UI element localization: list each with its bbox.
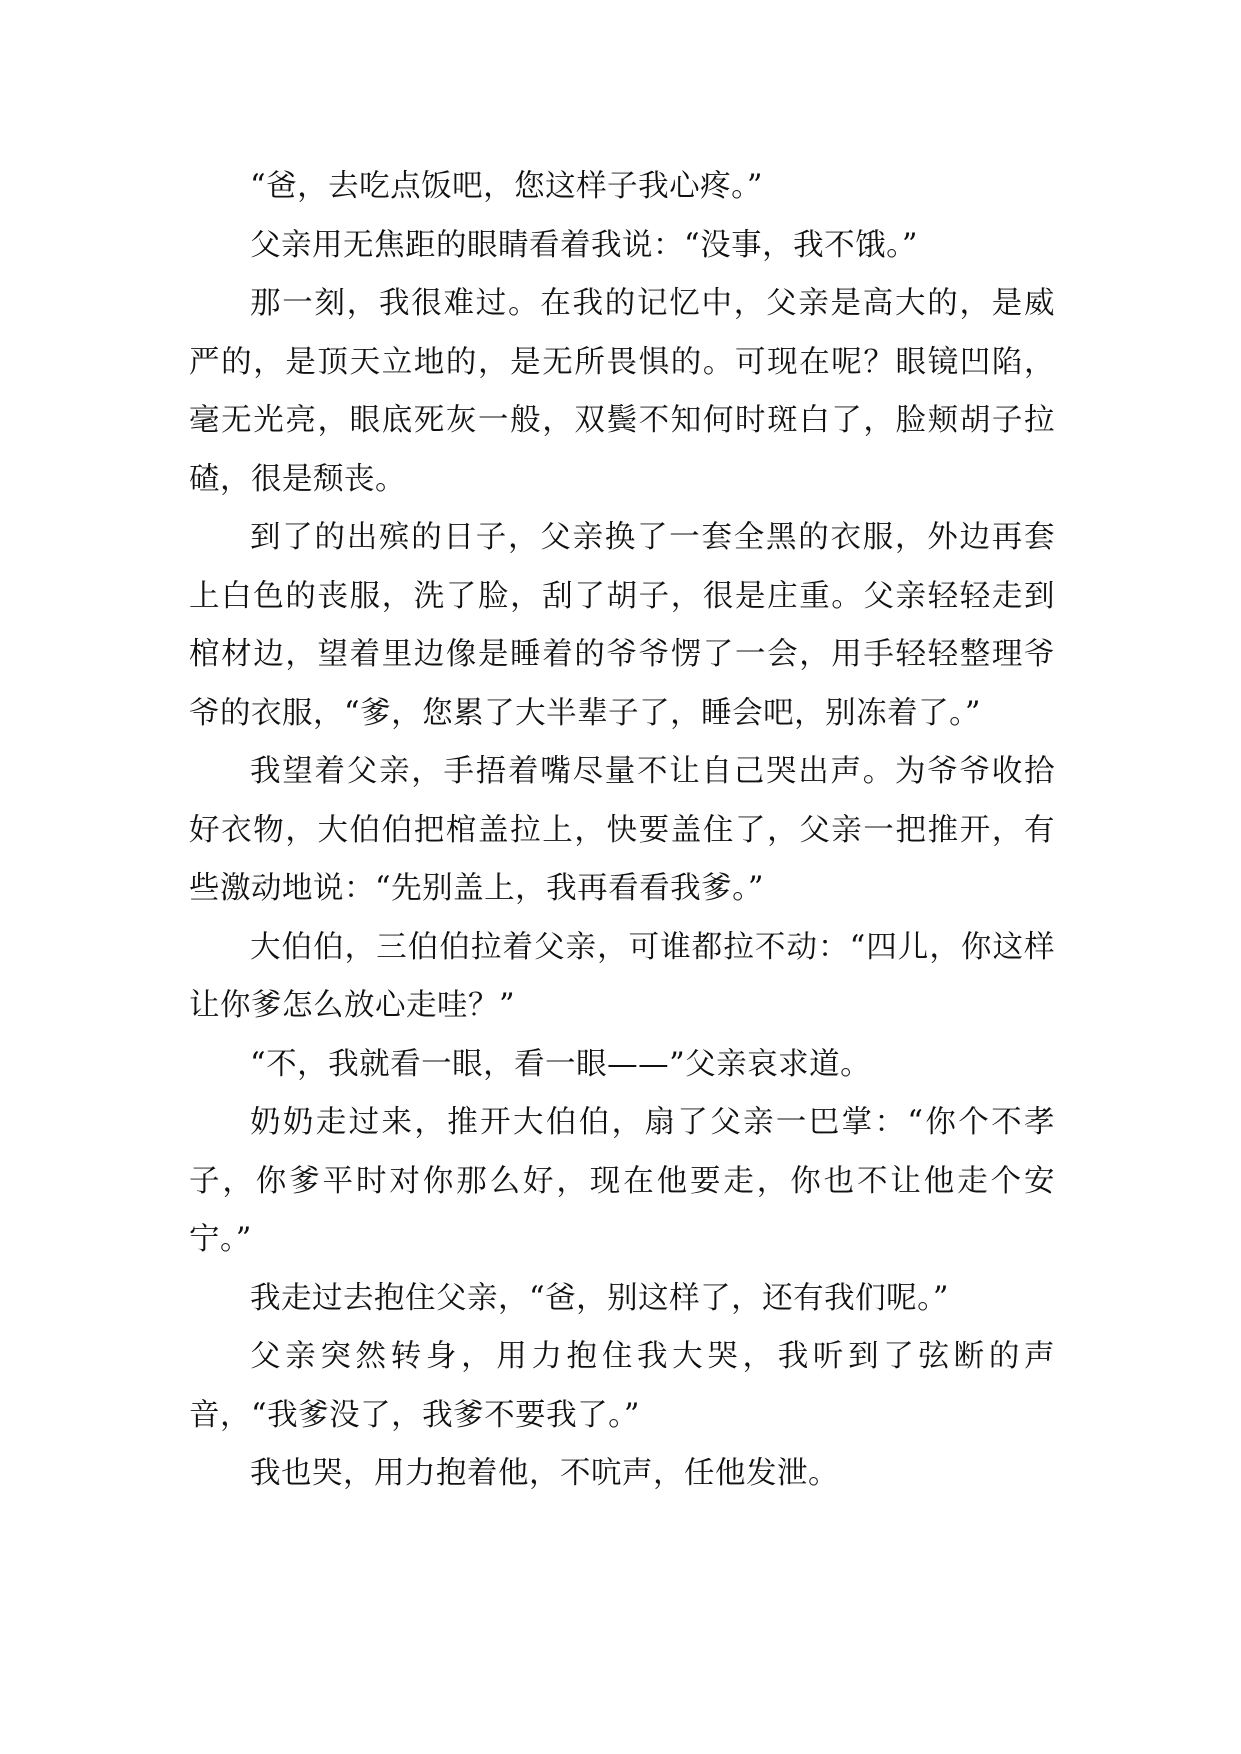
paragraph-9: 我走过去抱住父亲，“爸，别这样了，还有我们呢。” [250,1280,949,1316]
paragraph-6: 大伯伯，三伯伯拉着父亲，可谁都拉不动：“四儿，你这样让你爹怎么放心走哇？” [189,929,1055,1023]
paragraph-3: 那一刻，我很难过。在我的记忆中，父亲是高大的，是威严的，是顶天立地的，是无所畏惧的。可现在呢？眼镜凹陷，毫无光亮，眼底死灰一般，双鬓不知何时斑白了，脸颊胡子拉碴，很是颓丧。 [189,286,1055,497]
paragraph-11: 我也哭，用力抱着他，不吭声，任他发泄。 [250,1456,839,1491]
paragraph-5: 我望着父亲，手捂着嘴尽量不让自己哭出声。为爷爷收拾好衣物，大伯伯把棺盖拉上，快要盖住了，父亲一把推开，有些激动地说：“先别盖上，我再看看我爹。” [189,754,1055,906]
paragraph-1: “爸，去吃点饭吧，您这样子我心疼。” [250,169,763,204]
paragraph-8: 奶奶走过来，推开大伯伯，扇了父亲一巴掌：“你个不孝子，你爹平时对你那么好，现在他要走，你也不让他走个安宁。” [189,1105,1055,1257]
paragraph-4: 到了的出殡的日子，父亲换了一套全黑的衣服，外边再套上白色的丧服，洗了脸，刮了胡子，很是庄重。父亲轻轻走到棺材边，望着里边像是睡着的爷爷愣了一会，用手轻轻整理爷爷的衣服，“爹，您累了大半辈子了，睡会吧，别冻着了。” [189,520,1055,731]
paragraph-2: 父亲用无焦距的眼睛看着我说：“没事，我不饿。” [250,227,918,263]
paragraph-7: “不，我就看一眼，看一眼——”父亲哀求道。 [250,1046,872,1082]
paragraph-10: 父亲突然转身，用力抱住我大哭，我听到了弦断的声音，“我爹没了，我爹不要我了。” [189,1339,1055,1433]
document-body [189,158,1055,1504]
